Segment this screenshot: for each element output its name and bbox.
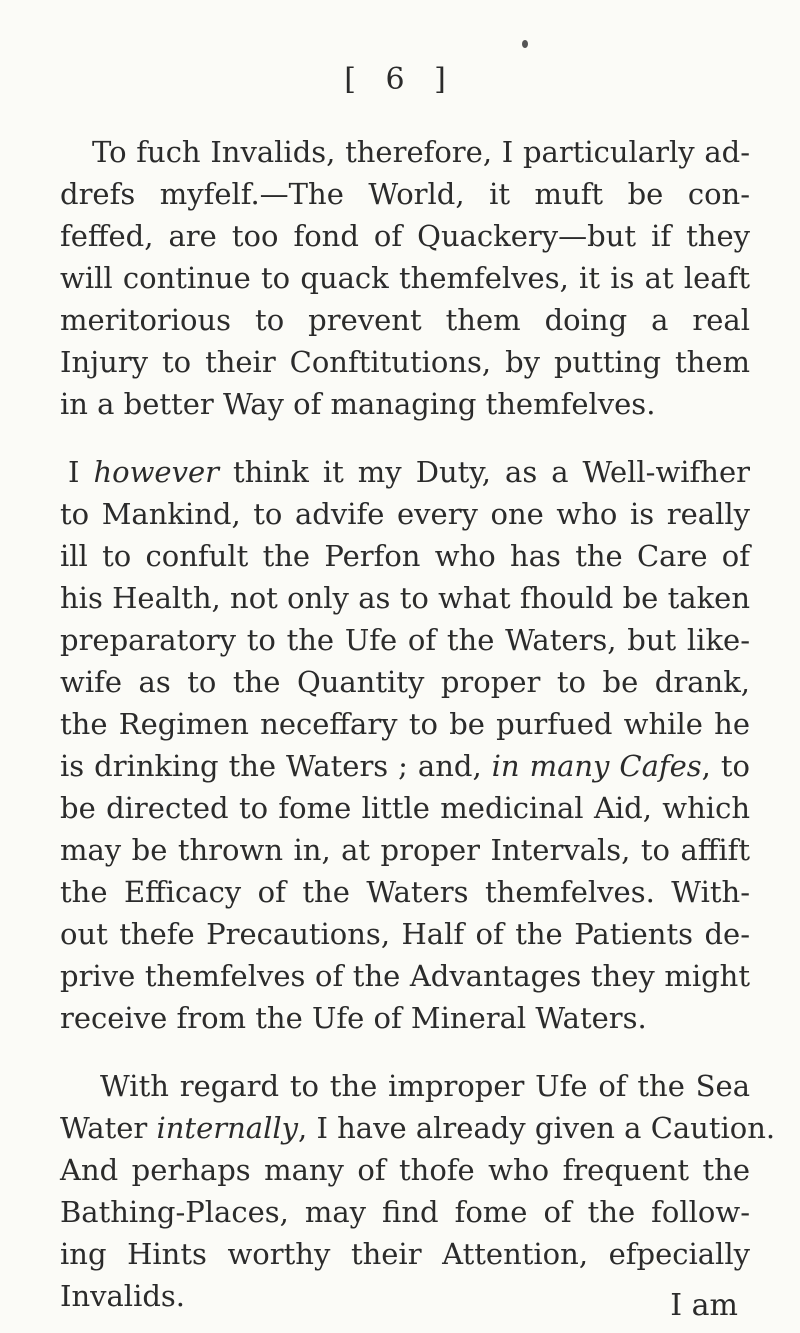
text-line: ill to confult the Perfon who has the Care of <box>60 539 750 573</box>
text-line: Invalids. <box>60 1279 186 1313</box>
text-line: may be thrown in, at proper Intervals, to affift <box>60 833 750 867</box>
text-line: is drinking the Waters ; and, in many Cafes, to <box>60 749 750 783</box>
text-line: Bathing-Places, may find fome of the follow- <box>60 1195 750 1229</box>
text-line: Water internally, I have already given a Caution. <box>60 1111 776 1145</box>
text-line: to Mankind, to advife every one who is really <box>60 497 750 531</box>
text-line: will continue to quack themfelves, it is at leaft <box>60 261 750 295</box>
ink-speck <box>522 40 528 48</box>
text-line: the Efficacy of the Waters themfelves. With- <box>60 875 750 909</box>
text-line: And perhaps many of thofe who frequent the <box>60 1153 750 1187</box>
text-line: the Regimen neceffary to be purfued while he <box>60 707 750 741</box>
text-line: prive themfelves of the Advantages they might <box>60 959 750 993</box>
text-line: wife as to the Quantity proper to be drank, <box>60 665 750 699</box>
text-line: out thefe Precautions, Half of the Patients de- <box>60 917 750 951</box>
text-line: in a better Way of managing themfelves. <box>60 387 656 421</box>
text-line: meritorious to prevent them doing a real <box>60 303 750 337</box>
text-line: drefs myfelf.—The World, it muft be con- <box>60 177 750 211</box>
text-line: be directed to fome little medicinal Aid, which <box>60 791 750 825</box>
text-line: To fuch Invalids, therefore, I particularly ad- <box>92 135 750 169</box>
text-line: ing Hints worthy their Attention, efpecially <box>60 1237 750 1271</box>
text-line: preparatory to the Ufe of the Waters, but like- <box>60 623 750 657</box>
text-line: his Health, not only as to what fhould be taken <box>60 581 750 615</box>
text-line: With regard to the improper Ufe of the Sea <box>100 1069 750 1103</box>
text-line: feffed, are too fond of Quackery—but if they <box>60 219 750 253</box>
text-line-emphasis <box>68 455 750 489</box>
page-number: [ 6 ] <box>344 62 456 97</box>
text-line: Injury to their Conftitutions, by putting them <box>60 345 750 379</box>
catchword: I am <box>670 1288 738 1323</box>
text-line: receive from the Ufe of Mineral Waters. <box>60 1001 647 1035</box>
p2-line-1: I however think it my Duty, as a Well-wifher <box>68 455 750 489</box>
